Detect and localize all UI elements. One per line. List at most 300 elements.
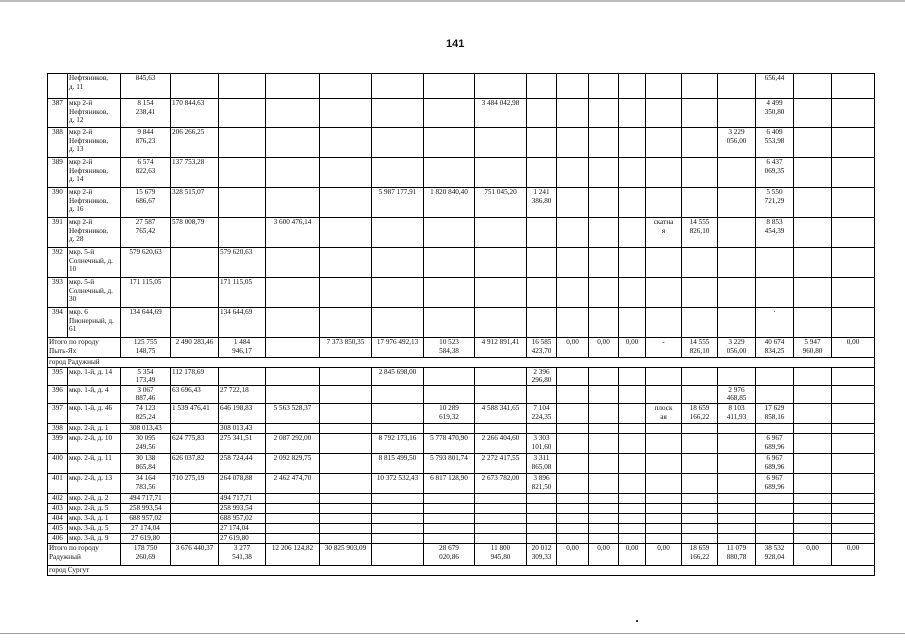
value-cell xyxy=(424,493,475,503)
value-cell: 134 644,69 xyxy=(219,308,266,338)
value-cell xyxy=(372,403,424,423)
value-cell: 6 574 822,63 xyxy=(121,158,171,188)
value-cell: 258 993,54 xyxy=(219,503,266,513)
value-cell xyxy=(527,278,557,308)
value-cell xyxy=(832,423,875,433)
value-cell xyxy=(219,128,266,158)
value-cell xyxy=(718,308,756,338)
value-cell xyxy=(646,278,682,308)
row-number: 403 xyxy=(48,503,68,513)
total-cell: 12 206 124,82 xyxy=(266,543,320,565)
address-cell: мкр. 2-й, д. 2 xyxy=(68,493,121,503)
table-row xyxy=(48,278,875,308)
total-cell: 14 555 826,10 xyxy=(682,338,718,358)
address-cell: мкр. 2-й, д. 1 xyxy=(68,423,121,433)
value-cell xyxy=(424,128,475,158)
value-cell xyxy=(589,433,619,453)
value-cell: 6 409 553,98 xyxy=(756,128,794,158)
row-number: 394 xyxy=(48,308,68,338)
value-cell xyxy=(475,493,527,503)
value-cell: 2 087 292,00 xyxy=(266,433,320,453)
value-cell xyxy=(557,218,589,248)
value-cell xyxy=(320,403,372,423)
value-cell xyxy=(794,433,832,453)
value-cell xyxy=(527,218,557,248)
address-cell: мкр. 3-й, д. 9 xyxy=(68,533,121,543)
total-cell: 7 373 850,35 xyxy=(320,338,372,358)
value-cell xyxy=(682,158,718,188)
value-cell xyxy=(424,308,475,338)
value-cell xyxy=(832,278,875,308)
value-cell xyxy=(794,493,832,503)
table-row xyxy=(48,218,875,248)
value-cell xyxy=(682,423,718,433)
value-cell xyxy=(718,158,756,188)
value-cell xyxy=(646,513,682,523)
table-row xyxy=(48,403,875,423)
address-cell: мкр. 1-й, д. 46 xyxy=(68,403,121,423)
table-row xyxy=(48,523,875,533)
value-cell xyxy=(619,423,646,433)
row-number: 395 xyxy=(48,367,68,385)
total-row xyxy=(48,338,875,358)
value-cell xyxy=(646,503,682,513)
value-cell: 578 008,79 xyxy=(171,218,219,248)
value-cell xyxy=(794,367,832,385)
row-number: 396 xyxy=(48,385,68,403)
value-cell xyxy=(832,433,875,453)
value-cell: 8 103 411,93 xyxy=(718,403,756,423)
value-cell xyxy=(832,473,875,493)
value-cell: 5 793 801,74 xyxy=(424,453,475,473)
value-cell: 2 976 468,85 xyxy=(718,385,756,403)
value-cell: 112 178,69 xyxy=(171,367,219,385)
value-cell: 2 845 698,00 xyxy=(372,367,424,385)
value-cell: 5 550 721,29 xyxy=(756,188,794,218)
value-cell: 63 696,43 xyxy=(171,385,219,403)
value-cell: 6 967 689,96 xyxy=(756,473,794,493)
total-cell: 30 825 903,09 xyxy=(320,543,372,565)
value-cell xyxy=(557,99,589,128)
value-cell xyxy=(557,533,589,543)
table-row xyxy=(48,248,875,278)
value-cell xyxy=(527,308,557,338)
value-cell xyxy=(756,385,794,403)
value-cell xyxy=(219,99,266,128)
address-cell: мкр. 3-й, д. 1 xyxy=(68,513,121,523)
value-cell xyxy=(171,533,219,543)
value-cell xyxy=(320,158,372,188)
value-cell xyxy=(557,278,589,308)
value-cell xyxy=(266,188,320,218)
value-cell xyxy=(794,158,832,188)
value-cell: 646 198,83 xyxy=(219,403,266,423)
value-cell xyxy=(266,74,320,99)
value-cell xyxy=(832,523,875,533)
value-cell xyxy=(372,493,424,503)
total-cell: 0,00 xyxy=(589,338,619,358)
value-cell xyxy=(619,218,646,248)
total-cell: 5 947 960,80 xyxy=(794,338,832,358)
value-cell xyxy=(527,503,557,513)
value-cell xyxy=(266,99,320,128)
value-cell xyxy=(475,367,527,385)
value-cell: 5 354 173,49 xyxy=(121,367,171,385)
value-cell xyxy=(557,493,589,503)
value-cell xyxy=(589,423,619,433)
address-cell: Нефтяников, д. 11 xyxy=(68,74,121,99)
value-cell: 8 815 499,50 xyxy=(372,453,424,473)
value-cell xyxy=(718,533,756,543)
value-cell xyxy=(320,218,372,248)
value-cell xyxy=(832,385,875,403)
value-cell xyxy=(756,248,794,278)
value-cell xyxy=(527,423,557,433)
value-cell xyxy=(372,99,424,128)
value-cell xyxy=(527,158,557,188)
row-number: 405 xyxy=(48,523,68,533)
address-cell: мкр. 6 Пионерный, д. 61 xyxy=(68,308,121,338)
value-cell xyxy=(475,248,527,278)
value-cell: 8 853 454,39 xyxy=(756,218,794,248)
total-cell: 38 532 928,04 xyxy=(756,543,794,565)
total-cell: 17 976 492,13 xyxy=(372,338,424,358)
value-cell xyxy=(424,74,475,99)
value-cell xyxy=(832,503,875,513)
value-cell xyxy=(619,503,646,513)
table-row xyxy=(48,308,875,338)
section-header-row xyxy=(48,358,875,368)
row-number: 392 xyxy=(48,248,68,278)
value-cell xyxy=(171,513,219,523)
value-cell xyxy=(718,218,756,248)
total-cell: 1 484 946,17 xyxy=(219,338,266,358)
value-cell: 5 987 177,91 xyxy=(372,188,424,218)
value-cell xyxy=(682,493,718,503)
value-cell xyxy=(424,248,475,278)
value-cell xyxy=(589,128,619,158)
value-cell xyxy=(589,158,619,188)
value-cell xyxy=(320,453,372,473)
section-title: город Радужный xyxy=(48,358,875,368)
value-cell xyxy=(619,403,646,423)
value-cell xyxy=(171,523,219,533)
total-cell: 4 912 891,41 xyxy=(475,338,527,358)
value-cell xyxy=(171,423,219,433)
value-cell xyxy=(794,218,832,248)
value-cell xyxy=(589,278,619,308)
value-cell xyxy=(646,385,682,403)
value-cell xyxy=(832,188,875,218)
value-cell xyxy=(527,248,557,278)
value-cell xyxy=(320,99,372,128)
value-cell xyxy=(619,128,646,158)
value-cell xyxy=(372,128,424,158)
value-cell xyxy=(372,523,424,533)
value-cell: 1 241 386,80 xyxy=(527,188,557,218)
total-cell: 18 659 166,22 xyxy=(682,543,718,565)
value-cell xyxy=(266,128,320,158)
value-cell: 171 115,05 xyxy=(121,278,171,308)
value-cell: 27 174,04 xyxy=(121,523,171,533)
value-cell xyxy=(718,523,756,533)
value-cell xyxy=(832,218,875,248)
value-cell xyxy=(557,188,589,218)
total-cell: 0,00 xyxy=(589,543,619,565)
value-cell xyxy=(589,99,619,128)
value-cell xyxy=(682,513,718,523)
value-cell xyxy=(527,74,557,99)
value-cell xyxy=(320,493,372,503)
value-cell xyxy=(794,533,832,543)
value-cell xyxy=(372,385,424,403)
value-cell xyxy=(372,533,424,543)
value-cell xyxy=(718,74,756,99)
value-cell: 1 820 840,40 xyxy=(424,188,475,218)
value-cell: 3 067 887,46 xyxy=(121,385,171,403)
value-cell xyxy=(589,367,619,385)
value-cell: 688 957,02 xyxy=(121,513,171,523)
value-cell xyxy=(320,473,372,493)
value-cell xyxy=(619,74,646,99)
value-cell xyxy=(475,533,527,543)
value-cell xyxy=(219,188,266,218)
value-cell xyxy=(646,367,682,385)
value-cell: 6 967 689,96 xyxy=(756,453,794,473)
value-cell: 15 679 686,67 xyxy=(121,188,171,218)
value-cell xyxy=(756,503,794,513)
value-cell: 170 844,63 xyxy=(171,99,219,128)
value-cell xyxy=(832,158,875,188)
value-cell: плоск ая xyxy=(646,403,682,423)
value-cell xyxy=(424,513,475,523)
address-cell: мкр 2-й Нефтяников, д. 16 xyxy=(68,188,121,218)
table-row xyxy=(48,99,875,128)
total-cell: 10 523 584,38 xyxy=(424,338,475,358)
value-cell xyxy=(557,423,589,433)
value-cell: · xyxy=(756,308,794,338)
row-number: 398 xyxy=(48,423,68,433)
row-number: 399 xyxy=(48,433,68,453)
value-cell: 7 104 224,35 xyxy=(527,403,557,423)
table-row xyxy=(48,473,875,493)
value-cell xyxy=(832,513,875,523)
scan-speck xyxy=(636,620,638,622)
value-cell: 275 341,51 xyxy=(219,433,266,453)
value-cell xyxy=(424,385,475,403)
value-cell xyxy=(475,308,527,338)
value-cell xyxy=(646,523,682,533)
value-cell xyxy=(320,74,372,99)
value-cell xyxy=(794,188,832,218)
value-cell xyxy=(682,385,718,403)
total-cell: - xyxy=(646,338,682,358)
row-number: 389 xyxy=(48,158,68,188)
value-cell xyxy=(527,493,557,503)
value-cell xyxy=(794,453,832,473)
value-cell: 3 896 821,50 xyxy=(527,473,557,493)
value-cell xyxy=(646,493,682,503)
value-cell: 6 437 069,35 xyxy=(756,158,794,188)
value-cell xyxy=(372,218,424,248)
value-cell xyxy=(589,385,619,403)
row-number: 397 xyxy=(48,403,68,423)
value-cell xyxy=(557,403,589,423)
value-cell: 579 620,63 xyxy=(121,248,171,278)
value-cell xyxy=(424,99,475,128)
value-cell xyxy=(646,74,682,99)
value-cell: 6 817 128,90 xyxy=(424,473,475,493)
value-cell xyxy=(832,248,875,278)
value-cell: 751 045,20 xyxy=(475,188,527,218)
row-number xyxy=(48,74,68,99)
value-cell xyxy=(682,503,718,513)
value-cell: 2 396 296,80 xyxy=(527,367,557,385)
total-cell: 0,00 xyxy=(557,543,589,565)
value-cell xyxy=(475,423,527,433)
value-cell: 74 123 825,24 xyxy=(121,403,171,423)
value-cell: 328 515,07 xyxy=(171,188,219,218)
value-cell: 308 013,43 xyxy=(219,423,266,433)
value-cell: 258 993,54 xyxy=(121,503,171,513)
value-cell xyxy=(475,278,527,308)
value-cell xyxy=(832,128,875,158)
value-cell xyxy=(832,493,875,503)
value-cell: 30 095 249,56 xyxy=(121,433,171,453)
value-cell xyxy=(320,523,372,533)
value-cell xyxy=(718,99,756,128)
address-cell: мкр 2-й Нефтяников, д. 13 xyxy=(68,128,121,158)
value-cell xyxy=(527,385,557,403)
row-number: 400 xyxy=(48,453,68,473)
value-cell xyxy=(424,423,475,433)
value-cell xyxy=(171,503,219,513)
value-cell xyxy=(320,278,372,308)
page-top-rule xyxy=(0,0,905,2)
value-cell: 5 563 528,37 xyxy=(266,403,320,423)
value-cell xyxy=(266,523,320,533)
value-cell: 579 620,63 xyxy=(219,248,266,278)
value-cell xyxy=(372,158,424,188)
value-cell xyxy=(557,503,589,513)
value-cell: 10 289 619,32 xyxy=(424,403,475,423)
value-cell: 5 778 470,90 xyxy=(424,433,475,453)
value-cell xyxy=(756,278,794,308)
value-cell xyxy=(619,433,646,453)
total-cell xyxy=(372,543,424,565)
value-cell xyxy=(320,433,372,453)
address-cell: мкр. 5-й Солнечный, д. 30 xyxy=(68,278,121,308)
value-cell xyxy=(266,367,320,385)
value-cell: 626 037,82 xyxy=(171,453,219,473)
value-cell xyxy=(718,278,756,308)
value-cell: 258 724,44 xyxy=(219,453,266,473)
total-cell: 3 676 440,37 xyxy=(171,543,219,565)
value-cell: 18 659 166,22 xyxy=(682,403,718,423)
value-cell xyxy=(619,367,646,385)
value-cell: 8 154 238,41 xyxy=(121,99,171,128)
table-row xyxy=(48,493,875,503)
value-cell xyxy=(266,158,320,188)
value-cell: 10 372 532,43 xyxy=(372,473,424,493)
value-cell: 264 078,88 xyxy=(219,473,266,493)
table-row xyxy=(48,74,875,99)
value-cell xyxy=(794,278,832,308)
table-row xyxy=(48,533,875,543)
value-cell xyxy=(832,308,875,338)
value-cell: 3 303 101,60 xyxy=(527,433,557,453)
value-cell xyxy=(557,367,589,385)
value-cell xyxy=(718,473,756,493)
value-cell: 4 499 350,80 xyxy=(756,99,794,128)
value-cell xyxy=(646,128,682,158)
value-cell xyxy=(557,453,589,473)
value-cell xyxy=(646,158,682,188)
table-row xyxy=(48,513,875,523)
value-cell xyxy=(832,453,875,473)
value-cell xyxy=(794,423,832,433)
total-cell: 178 750 260,69 xyxy=(121,543,171,565)
value-cell xyxy=(527,128,557,158)
value-cell xyxy=(832,403,875,423)
value-cell xyxy=(718,493,756,503)
value-cell xyxy=(557,433,589,453)
value-cell xyxy=(756,523,794,533)
value-cell xyxy=(794,308,832,338)
value-cell xyxy=(619,158,646,188)
value-cell xyxy=(832,99,875,128)
value-cell xyxy=(646,423,682,433)
value-cell xyxy=(557,385,589,403)
value-cell xyxy=(589,533,619,543)
value-cell xyxy=(475,218,527,248)
total-cell: 28 679 020,86 xyxy=(424,543,475,565)
value-cell: 494 717,71 xyxy=(121,493,171,503)
address-cell: мкр. 1-й, д. 4 xyxy=(68,385,121,403)
table-row xyxy=(48,367,875,385)
value-cell xyxy=(589,308,619,338)
value-cell xyxy=(266,278,320,308)
address-cell: мкр. 1-й, д. 14 xyxy=(68,367,121,385)
value-cell: 134 644,69 xyxy=(121,308,171,338)
value-cell xyxy=(718,433,756,453)
value-cell: 6 967 689,96 xyxy=(756,433,794,453)
value-cell xyxy=(266,248,320,278)
value-cell xyxy=(557,128,589,158)
value-cell: 494 717,71 xyxy=(219,493,266,503)
address-cell: мкр. 2-й, д. 13 xyxy=(68,473,121,493)
value-cell xyxy=(794,128,832,158)
total-cell: 3 277 541,38 xyxy=(219,543,266,565)
value-cell: 3 600 476,14 xyxy=(266,218,320,248)
value-cell xyxy=(589,453,619,473)
value-cell xyxy=(619,188,646,218)
value-cell xyxy=(372,308,424,338)
value-cell: 2 673 782,00 xyxy=(475,473,527,493)
value-cell xyxy=(619,308,646,338)
value-cell xyxy=(266,493,320,503)
value-cell: 9 844 876,23 xyxy=(121,128,171,158)
value-cell xyxy=(219,158,266,188)
value-cell xyxy=(557,248,589,278)
address-cell: мкр. 2-й, д. 5 xyxy=(68,503,121,513)
value-cell: 17 629 858,16 xyxy=(756,403,794,423)
value-cell xyxy=(372,278,424,308)
page-number: 141 xyxy=(446,38,465,50)
total-cell: 16 585 423,70 xyxy=(527,338,557,358)
value-cell xyxy=(557,523,589,533)
value-cell xyxy=(619,473,646,493)
